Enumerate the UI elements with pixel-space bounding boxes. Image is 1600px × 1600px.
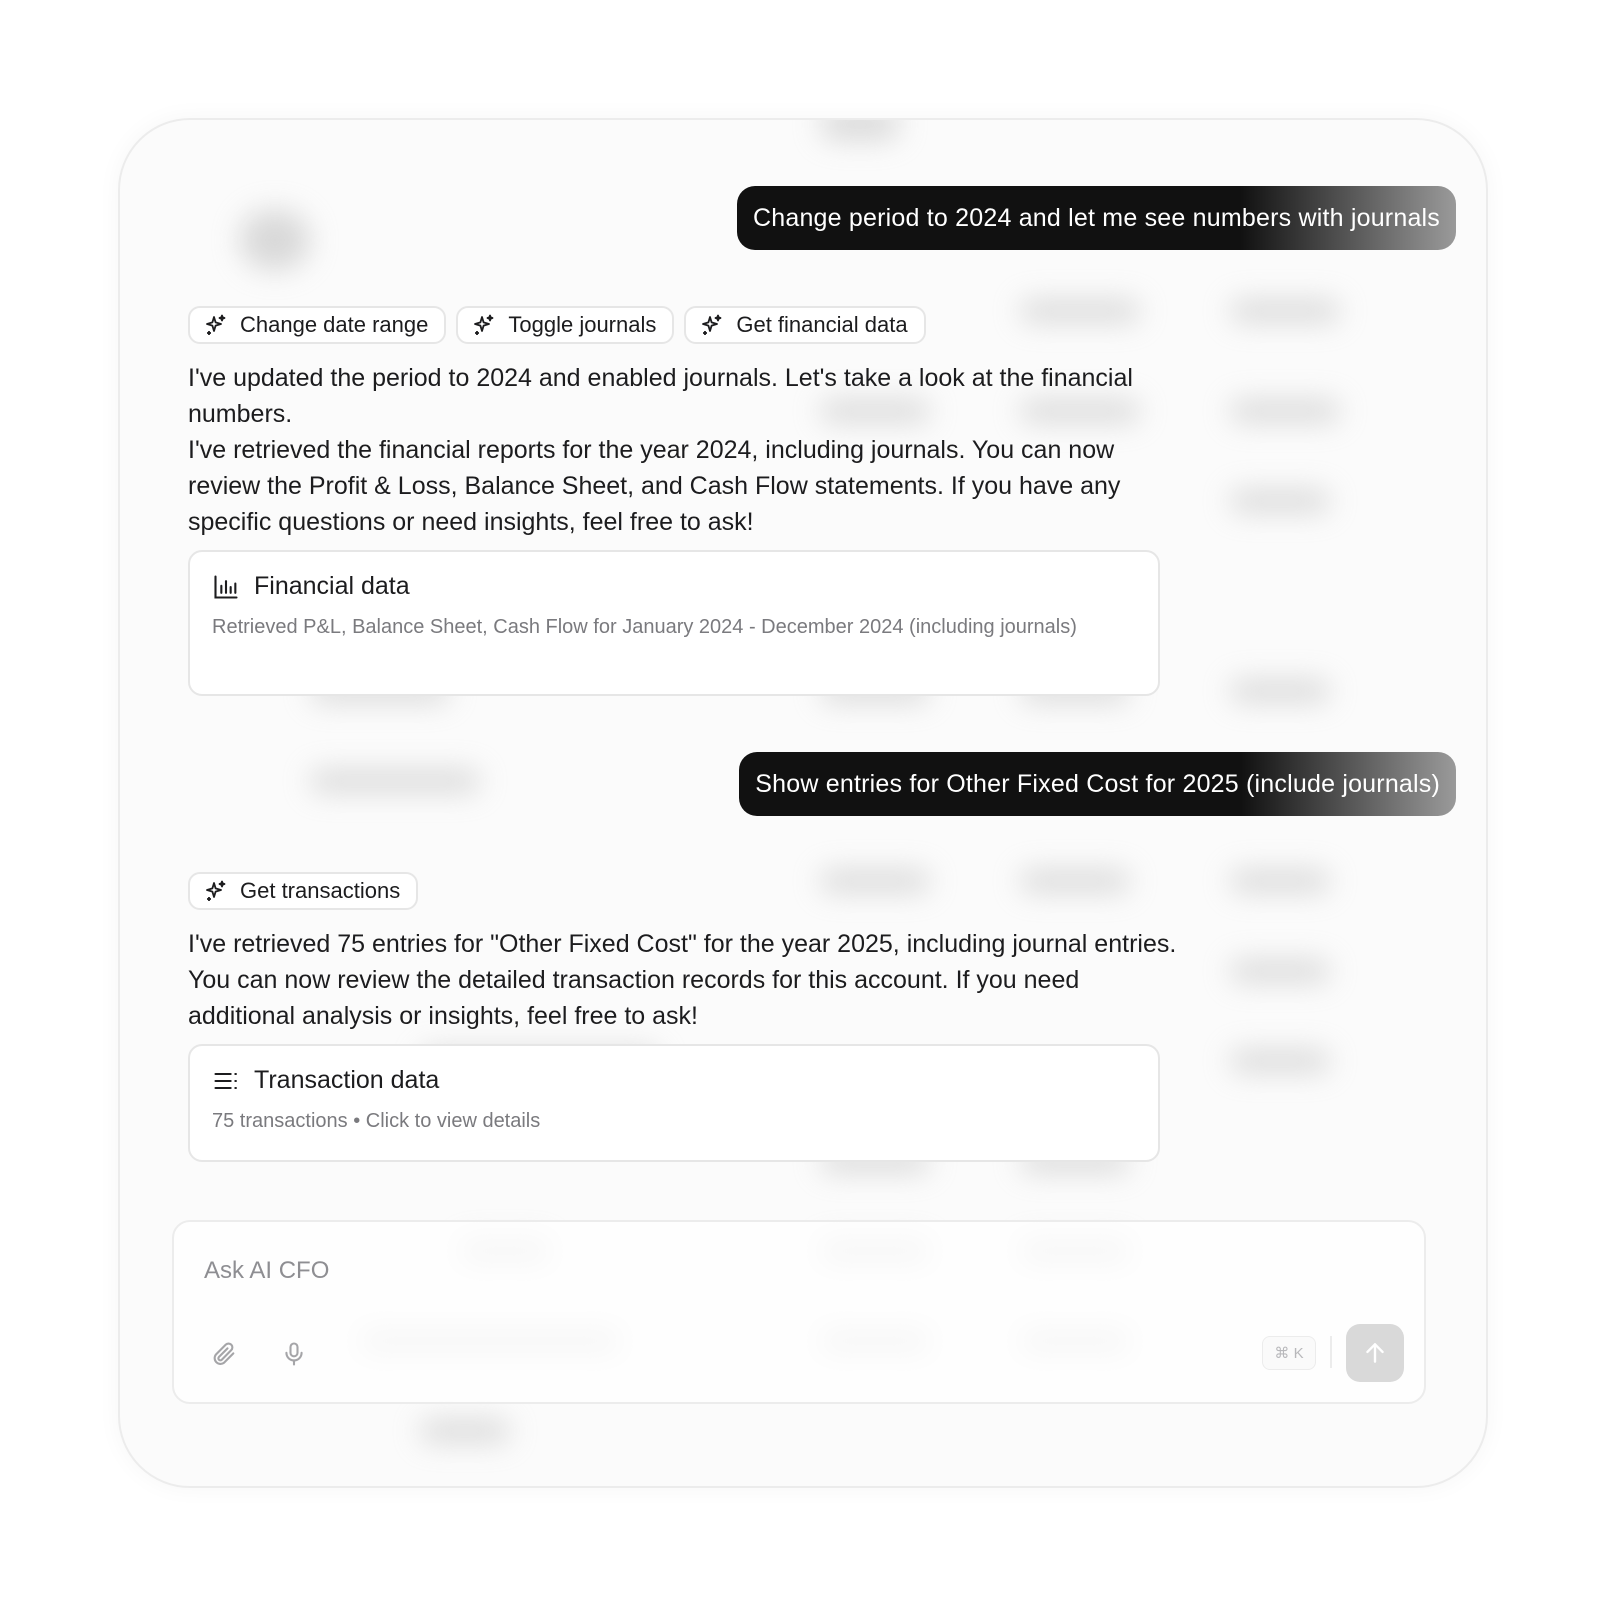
assistant-paragraph: I've retrieved 75 entries for "Other Fixed Cost" for the year 2025, including journal entries. You can now review the detailed transaction records for this account. If you need additional analysis or insights, feel free to ask! xyxy=(188,930,1177,1030)
tool-chip-label: Change date range xyxy=(240,312,429,337)
sparkles-icon xyxy=(204,313,228,337)
shortcut-hint: ⌘ K xyxy=(1262,1336,1316,1370)
card-subtitle: 75 transactions • Click to view details xyxy=(212,1110,541,1132)
tool-chip-change-date-range[interactable] xyxy=(188,306,446,344)
chat-panel xyxy=(118,118,1488,1488)
tool-chip-get-transactions[interactable] xyxy=(188,872,418,910)
assistant-message-text xyxy=(188,926,1178,1034)
sparkles-icon xyxy=(204,879,228,903)
attach-button[interactable] xyxy=(206,1336,242,1372)
tool-chip-toggle-journals[interactable] xyxy=(456,306,674,344)
send-button[interactable] xyxy=(1346,1324,1404,1382)
microphone-button[interactable] xyxy=(276,1336,312,1372)
tool-chip-row xyxy=(188,872,418,910)
tool-chip-label: Get transactions xyxy=(240,878,401,903)
user-message-bubble xyxy=(737,186,1456,250)
user-message-text: Change period to 2024 and let me see numbers with journals xyxy=(752,203,1440,232)
user-message-text: Show entries for Other Fixed Cost for 2025 (include journals) xyxy=(755,769,1440,798)
user-message-bubble xyxy=(739,752,1456,816)
tool-chip-label: Get financial data xyxy=(736,312,908,337)
assistant-paragraph: I've updated the period to 2024 and enabled journals. Let's take a look at the financial numbers. xyxy=(188,364,1133,428)
tool-chip-get-financial-data[interactable] xyxy=(684,306,925,344)
assistant-paragraph: I've retrieved the financial reports for the year 2024, including journals. You can now review the Profit & Loss, Balance Sheet, and Cash Flow statements. If you have any specific questions or need insights, feel free to ask! xyxy=(188,436,1121,536)
microphone-icon xyxy=(280,1340,308,1368)
transaction-data-card[interactable] xyxy=(188,1044,1160,1162)
tool-chip-label: Toggle journals xyxy=(508,312,657,337)
sparkles-icon xyxy=(472,313,496,337)
bar-chart-icon xyxy=(212,573,240,601)
composer xyxy=(172,1220,1426,1404)
arrow-up-icon xyxy=(1362,1340,1388,1366)
composer-divider xyxy=(1330,1336,1332,1368)
assistant-message-text xyxy=(188,360,1178,540)
paperclip-icon xyxy=(210,1340,238,1368)
card-subtitle: Retrieved P&L, Balance Sheet, Cash Flow for January 2024 - December 2024 (including journals) xyxy=(212,616,1077,638)
card-title: Transaction data xyxy=(254,1066,440,1094)
financial-data-card[interactable] xyxy=(188,550,1160,696)
ask-input[interactable] xyxy=(202,1250,1106,1292)
sparkles-icon xyxy=(700,313,724,337)
tool-chip-row xyxy=(188,306,926,344)
list-icon xyxy=(212,1067,240,1095)
card-title: Financial data xyxy=(254,572,410,600)
